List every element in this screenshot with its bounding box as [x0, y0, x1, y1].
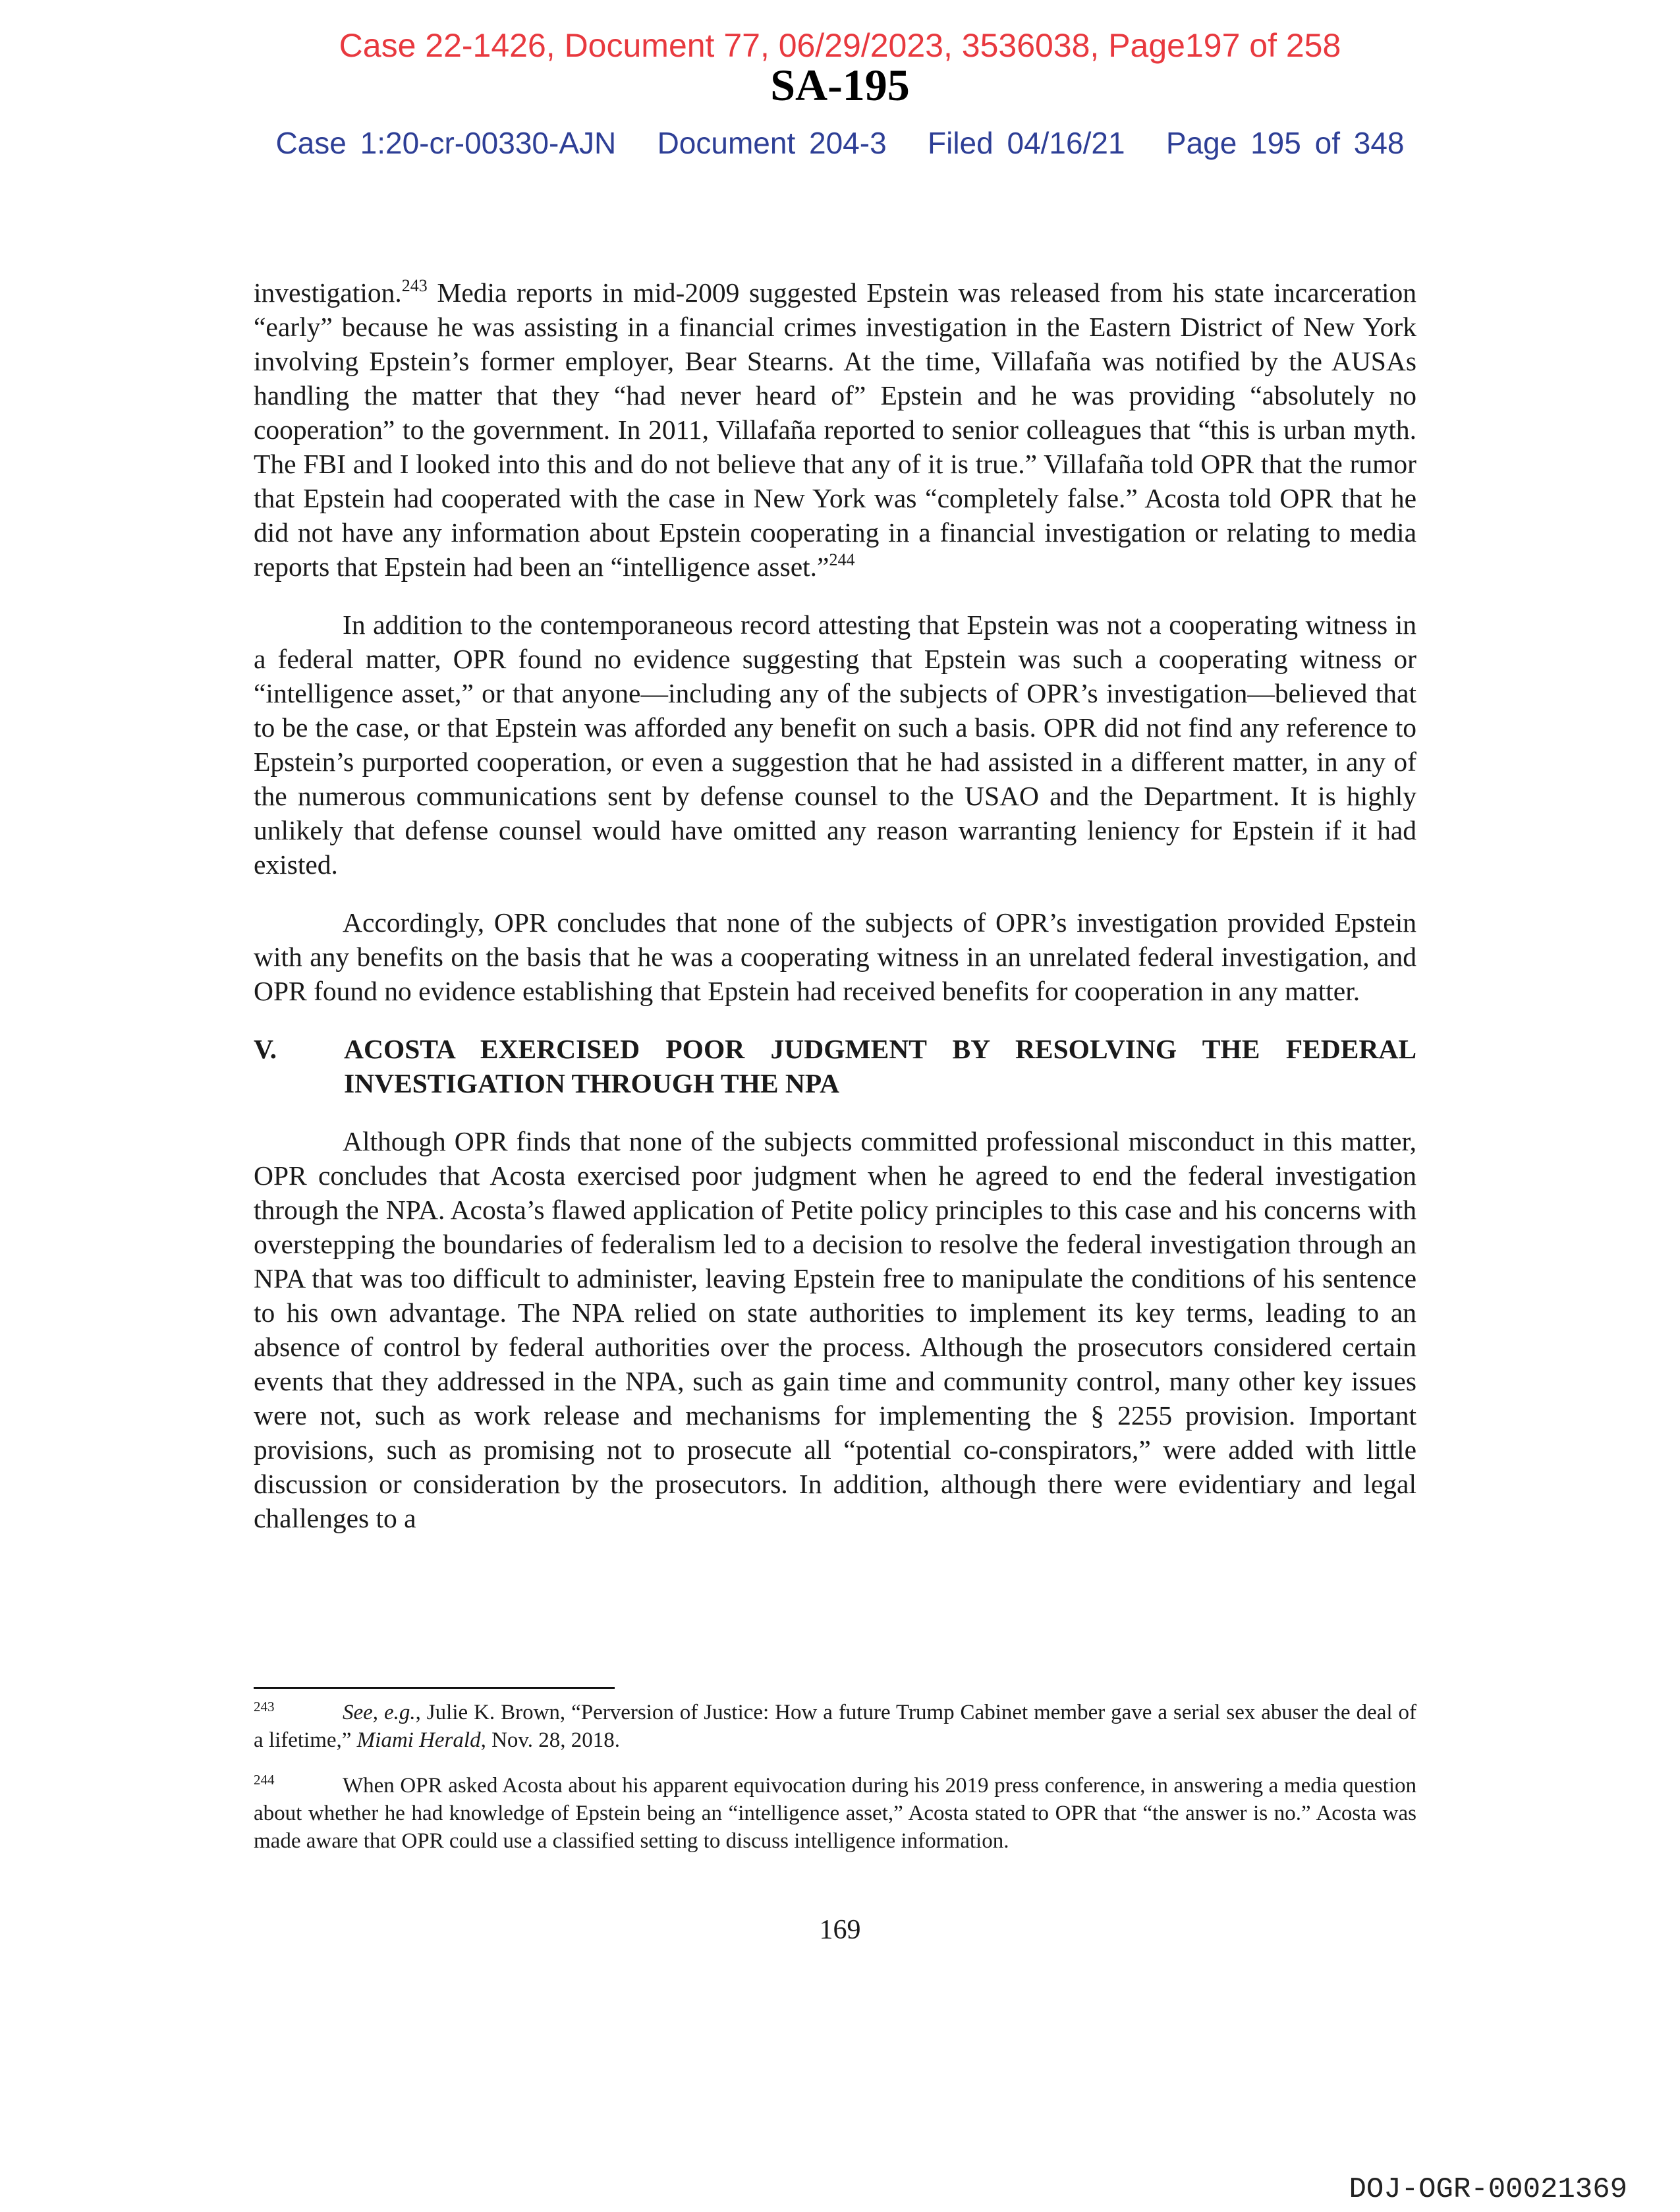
footnote-ref-244[interactable]: 244 [829, 550, 855, 569]
footnote-ref-243[interactable]: 243 [401, 276, 428, 295]
section-number: V. [254, 1034, 277, 1064]
paragraph-2: In addition to the contemporaneous record attesting that Epstein was not a cooperating witness in a federal matter, OPR found no evidence suggesting that Epstein was such a cooperating witness or “intelligence asset,” or that anyone—including any of the subjects of OPR’s investigation—believed that to be the case, or that Epstein was afforded any benefit on such a basis. OPR did not find any reference to Epstein’s purported cooperation, or even a suggestion that he had assisted in a different matter, in any of the numerous communications sent by defense counsel to the USAO and the Department. It is highly unlikely that defense counsel would have omitted any reason warranting leniency for Epstein if it had existed. [254, 610, 1416, 880]
paragraph-1-text: Media reports in mid-2009 suggested Epstein was released from his state incarceration “early” because he was assisting in a financial crimes investigation in the Eastern District of New York involving Epstein’s former employer, Bear Stearns. At the time, Villafaña was notified by the AUSAs handling the matter that they “had never heard of” Epstein and he was providing “absolutely no cooperation” to the government. In 2011, Villafaña reported to senior colleagues that “this is urban myth. The FBI and I looked into this and do not believe that any of it is true.” Villafaña told OPR that the rumor that Epstein had cooperated with the case in New York was “completely false.” Acosta told OPR that he did not have any information about Epstein cooperating in a financial investigation or relating to media reports that Epstein had been an “intelligence asset.” [254, 277, 1416, 582]
footnote-signal: See, e.g. [343, 1701, 416, 1724]
appendix-page-label: SA-195 [770, 60, 910, 110]
footnote-text: , Julie K. Brown, “Perversion of Justice: How a future Trump Cabinet member gave a serial sex abuser the deal of a lifetime,” [254, 1701, 1416, 1752]
footnote-244: 244 When OPR asked Acosta about his apparent equivocation during his 2019 press conference, in answering a media question about whether he had knowledge of Epstein being an “intelligence asset,” Acosta stated to OPR that “the answer is no.” Acosta was made aware that OPR could use a classified setting to discuss intelligence information. [254, 1772, 1416, 1853]
footnote-text: When OPR asked Acosta about his apparent equivocation during his 2019 press conference, in answering a media question about whether he had knowledge of Epstein being an “intelligence asset,” Acosta stated to OPR that “the answer is no.” Acosta was made aware that OPR could use a classified setting to discuss intelligence information. [254, 1774, 1416, 1853]
paragraph-1-lead: investigation. [254, 277, 402, 308]
paragraph-3: Accordingly, OPR concludes that none of the subjects of OPR’s investigation provided Epstein with any benefits on the basis that he was a cooperating witness in an unrelated federal investigation, and OPR found no evidence establishing that Epstein had received benefits for cooperation in any matter. [254, 907, 1416, 1006]
paragraph-4: Although OPR finds that none of the subjects committed professional misconduct in this matter, OPR concludes that Acosta exercised poor judgment when he agreed to end the federal investigation through the NPA. Acosta’s flawed application of Petite policy principles to this case and his concerns with overstepping the boundaries of federalism led to a decision to resolve the federal investigation through an NPA that was too difficult to administer, leaving Epstein free to manipulate the conditions of his sentence to his own advantage. The NPA relied on state authorities to implement its key terms, leading to an absence of control by federal authorities over the process. Although the prosecutors considered certain events that they addressed in the NPA, such as gain time and community control, many other key issues were not, such as work release and mechanisms for implementing the § 2255 provision. Important provisions, such as promising not to prosecute all “potential co-conspirators,” were added with little discussion or consideration by the prosecutors. In addition, although there were evidentiary and legal challenges to a [254, 1126, 1416, 1533]
footnote-text: , Nov. 28, 2018. [480, 1728, 621, 1752]
footnote-243: 243 See, e.g., Julie K. Brown, “Perversion of Justice: How a future Trump Cabinet member gave a serial sex abuser the deal of a lifetime,” Miami Herald, Nov. 28, 2018. [254, 1699, 1416, 1752]
footnotes [254, 1699, 1416, 1873]
section-heading [254, 1032, 1416, 1100]
appeal-case-stamp: Case 22-1426, Document 77, 06/29/2023, 3536038, Page197 of 258 [339, 27, 1341, 64]
footnote-separator [254, 1687, 615, 1689]
bates-number: DOJ-OGR-00021369 [1349, 2173, 1627, 2206]
district-case-stamp: Case 1:20-cr-00330-AJN Document 204-3 Filed 04/16/21 Page 195 of 348 [275, 126, 1405, 160]
publication-name: Miami Herald [356, 1728, 481, 1752]
paragraph-1 [254, 275, 1416, 584]
page-number: 169 [819, 1915, 861, 1945]
section-title: ACOSTA EXERCISED POOR JUDGMENT BY RESOLVING THE FEDERAL INVESTIGATION THROUGH THE NPA [344, 1034, 1416, 1098]
document-body [254, 275, 1416, 1559]
